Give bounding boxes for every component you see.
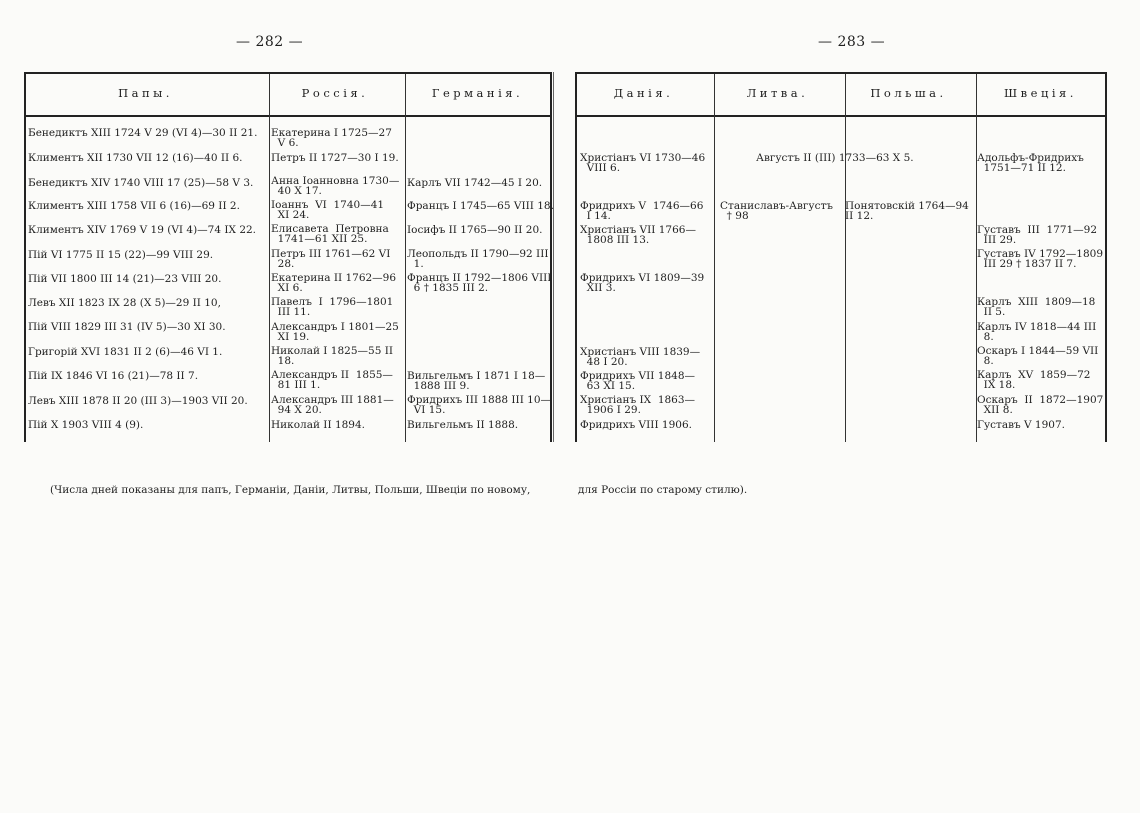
denmark-entry: Фридрихъ VI 1809—39 XII 3. bbox=[580, 272, 705, 294]
denmark-entry: Фридрихъ V 1746—66 I 14. bbox=[580, 200, 704, 222]
sweden-entry: Карлъ XIII 1809—18 II 5. bbox=[977, 296, 1096, 318]
russia-entry: Анна Іоанновна 1730— 40 X 17. bbox=[271, 175, 400, 197]
russia-entry: Екатерина I 1725—27 V 6. bbox=[271, 127, 392, 149]
poland-entry: Понятовскій 1764—94 II 12. bbox=[845, 200, 969, 222]
russia-entry: Петръ III 1761—62 VI 28. bbox=[271, 248, 391, 270]
denmark-entry: Христіанъ VII 1766— 1808 III 13. bbox=[580, 224, 696, 246]
header-denmark: Данія. bbox=[613, 86, 674, 100]
table-left-page bbox=[24, 72, 552, 442]
russia-entry: Елисавета Петровна 1741—61 XII 25. bbox=[271, 223, 389, 245]
footnote-right: для Россіи по старому стилю). bbox=[578, 484, 748, 496]
pope-entry: Левъ XIII 1878 II 20 (III 3)—1903 VII 20. bbox=[28, 395, 248, 407]
page-number-left: — 282 — bbox=[236, 34, 304, 50]
russia-entry: Николай I 1825—55 II 18. bbox=[271, 345, 394, 367]
russia-entry: Александръ II 1855— 81 III 1. bbox=[271, 369, 393, 391]
denmark-entry: Христіанъ IX 1863— 1906 I 29. bbox=[580, 394, 696, 416]
lithuania-poland-entry: Августъ II (III) 1733—63 X 5. bbox=[756, 152, 914, 164]
header-germany: Германія. bbox=[431, 86, 524, 100]
germany-entry: Іосифъ II 1765—90 II 20. bbox=[407, 224, 543, 236]
pope-entry: Пій VII 1800 III 14 (21)—23 VIII 20. bbox=[28, 273, 222, 285]
germany-entry: Леопольдъ II 1790—92 III 1. bbox=[407, 248, 549, 270]
page-number-right: — 283 — bbox=[818, 34, 886, 50]
column-divider bbox=[269, 74, 270, 442]
column-divider bbox=[714, 74, 715, 442]
header-russia: Россія. bbox=[301, 86, 369, 100]
sweden-entry: Густавъ IV 1792—1809 III 29 † 1837 II 7. bbox=[977, 248, 1104, 270]
pope-entry: Григорій XVI 1831 II 2 (6)—46 VI 1. bbox=[28, 346, 223, 358]
germany-entry: Карлъ VII 1742—45 I 20. bbox=[407, 177, 543, 189]
germany-entry: Вильгельмъ I 1871 I 18— 1888 III 9. bbox=[407, 370, 546, 392]
book-gutter bbox=[553, 72, 577, 442]
sweden-entry: Густавъ III 1771—92 III 29. bbox=[977, 224, 1098, 246]
russia-entry: Павелъ I 1796—1801 III 11. bbox=[271, 296, 394, 318]
header-lithuania: Литва. bbox=[746, 86, 809, 100]
denmark-entry: Христіанъ VIII 1839— 48 I 20. bbox=[580, 346, 701, 368]
russia-entry: Николай II 1894. bbox=[271, 419, 365, 431]
pope-entry: Левъ XII 1823 IX 28 (X 5)—29 II 10, bbox=[28, 297, 221, 309]
denmark-entry: Фридрихъ VIII 1906. bbox=[580, 419, 692, 431]
denmark-entry: Фридрихъ VII 1848— 63 XI 15. bbox=[580, 370, 695, 392]
pope-entry: Пій X 1903 VIII 4 (9). bbox=[28, 419, 144, 431]
pope-entry: Бенедиктъ XIV 1740 VIII 17 (25)—58 V 3. bbox=[28, 177, 254, 189]
germany-entry: Францъ I 1745—65 VIII 18. bbox=[407, 200, 554, 212]
sweden-entry: Густавъ V 1907. bbox=[977, 419, 1065, 431]
pope-entry: Пій VI 1775 II 15 (22)—99 VIII 29. bbox=[28, 249, 214, 261]
germany-entry: Фридрихъ III 1888 III 10— VI 15. bbox=[407, 394, 552, 416]
header-sweden: Швеція. bbox=[1004, 86, 1077, 100]
sweden-entry: Карлъ XV 1859—72 IX 18. bbox=[977, 369, 1091, 391]
pope-entry: Пій VIII 1829 III 31 (IV 5)—30 XI 30. bbox=[28, 321, 226, 333]
sweden-entry: Адольфъ-Фридрихъ 1751—71 II 12. bbox=[977, 152, 1084, 174]
russia-entry: Петръ II 1727—30 I 19. bbox=[271, 152, 399, 164]
russia-entry: Александръ III 1881— 94 X 20. bbox=[271, 394, 394, 416]
header-poland: Польша. bbox=[870, 86, 947, 100]
header-popes: Папы. bbox=[118, 86, 173, 100]
header-rule bbox=[577, 115, 1105, 117]
germany-entry: Вильгельмъ II 1888. bbox=[407, 419, 519, 431]
sweden-entry: Оскаръ II 1872—1907 XII 8. bbox=[977, 394, 1104, 416]
lithuania-entry: Станиславъ-Августъ † 98 bbox=[720, 200, 833, 222]
column-divider bbox=[405, 74, 406, 442]
table-right-page bbox=[575, 72, 1107, 442]
germany-entry: Францъ II 1792—1806 VIII 6 † 1835 III 2. bbox=[407, 272, 552, 294]
sweden-entry: Карлъ IV 1818—44 III 8. bbox=[977, 321, 1097, 343]
footnote-left: (Числа дней показаны для папъ, Германіи, Даніи, Литвы, Польши, Швеціи по новому, bbox=[50, 484, 531, 496]
russia-entry: Екатерина II 1762—96 XI 6. bbox=[271, 272, 397, 294]
russia-entry: Александръ I 1801—25 XI 19. bbox=[271, 321, 399, 343]
denmark-entry: Христіанъ VI 1730—46 VIII 6. bbox=[580, 152, 706, 174]
column-divider bbox=[845, 74, 846, 442]
pope-entry: Климентъ XII 1730 VII 12 (16)—40 II 6. bbox=[28, 152, 243, 164]
russia-entry: Іоаннъ VI 1740—41 XI 24. bbox=[271, 199, 385, 221]
pope-entry: Бенедиктъ XIII 1724 V 29 (VI 4)—30 II 21. bbox=[28, 127, 258, 139]
header-rule bbox=[26, 115, 550, 117]
pope-entry: Климентъ XIII 1758 VII 6 (16)—69 II 2. bbox=[28, 200, 240, 212]
pope-entry: Пій IX 1846 VI 16 (21)—78 II 7. bbox=[28, 370, 199, 382]
pope-entry: Климентъ XIV 1769 V 19 (VI 4)—74 IX 22. bbox=[28, 224, 257, 236]
sweden-entry: Оскаръ I 1844—59 VII 8. bbox=[977, 345, 1099, 367]
